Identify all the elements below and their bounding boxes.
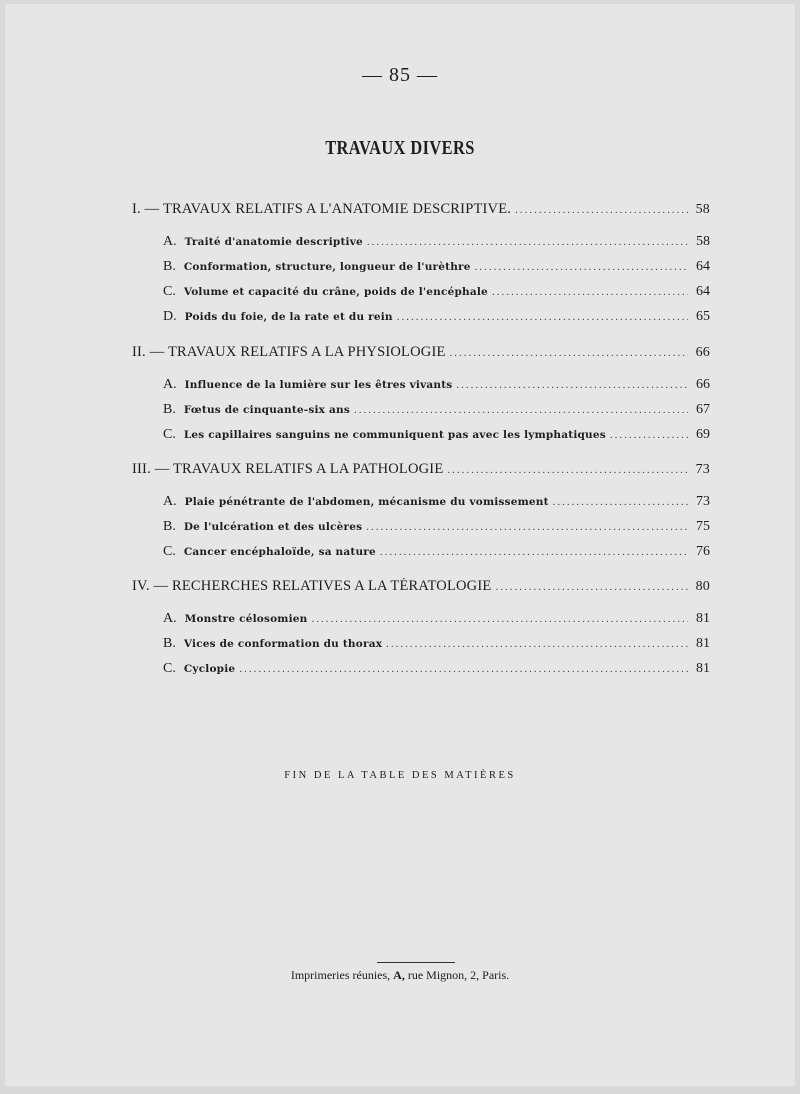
toc-item-marker: A. [163, 377, 177, 392]
toc-page-number: 66 [695, 345, 710, 360]
toc-item [163, 519, 710, 535]
divider-rule [377, 962, 455, 963]
toc-item [163, 377, 710, 393]
dot-leader [447, 464, 688, 476]
toc-item [163, 259, 710, 275]
toc-item-label: Poids du foie, de la rate et du rein [184, 311, 393, 323]
toc-item-marker: B. [163, 636, 176, 651]
toc-page-number: 81 [696, 611, 710, 626]
toc-section-label: II. — TRAVAUX RELATIFS A LA PHYSIOLOGIE [132, 344, 446, 360]
dot-leader [354, 404, 688, 416]
dot-leader [495, 581, 688, 593]
dot-leader [386, 638, 688, 650]
page-number: — 85 — [362, 64, 438, 86]
dot-leader [239, 663, 688, 675]
toc-item-label: Cyclopie [183, 663, 236, 675]
dot-leader [515, 204, 688, 216]
toc-page-number: 69 [696, 427, 710, 442]
toc-item [163, 661, 710, 677]
toc-item [163, 309, 710, 325]
toc-page-number: 64 [696, 284, 710, 299]
toc-item-label: De l'ulcération et des ulcères [183, 521, 363, 533]
dot-leader [380, 546, 688, 558]
toc-page-number: 80 [695, 579, 710, 594]
toc-item [163, 284, 710, 300]
imprint-suffix: rue Mignon, 2, Paris. [407, 968, 510, 982]
toc-item-label: Conformation, structure, longueur de l'urèthre [183, 261, 471, 273]
toc-item-marker: B. [163, 259, 176, 274]
toc-section-1 [132, 201, 710, 218]
toc-item-marker: B. [163, 402, 176, 417]
toc-item [163, 544, 710, 560]
dot-leader [312, 613, 688, 625]
toc-section-label: III. — TRAVAUX RELATIFS A LA PATHOLOGIE [132, 461, 444, 477]
toc-item-label: Traité d'anatomie descriptive [184, 236, 363, 248]
page-title: TRAVAUX DIVERS [325, 137, 475, 159]
document-page [5, 4, 795, 1086]
toc-item-label: Vices de conformation du thorax [183, 638, 383, 650]
toc-item-marker: A. [163, 234, 177, 249]
dot-leader [610, 429, 688, 441]
toc-page-number: 58 [695, 202, 710, 217]
toc-item-marker: A. [163, 611, 177, 626]
toc-item-marker: A. [163, 494, 177, 509]
toc-page-number: 67 [696, 402, 710, 417]
dot-leader [367, 236, 688, 248]
dot-leader [450, 347, 688, 359]
toc-item-label: Cancer encéphaloïde, sa nature [183, 546, 376, 558]
toc-item-marker: C. [163, 544, 176, 559]
toc-item-label: Influence de la lumière sur les êtres vivants [184, 379, 453, 391]
toc-page-number: 76 [696, 544, 710, 559]
toc-page-number: 66 [696, 377, 710, 392]
toc-section-2 [132, 344, 710, 361]
toc-section-label: IV. — RECHERCHES RELATIVES A LA TÉRATOLOGIE [132, 578, 492, 594]
toc-page-number: 81 [696, 661, 710, 676]
toc-section-3 [132, 461, 710, 478]
toc-page-number: 64 [696, 259, 710, 274]
toc-item-marker: C. [163, 284, 176, 299]
toc-page-number: 65 [696, 309, 710, 324]
toc-page-number: 58 [696, 234, 710, 249]
dot-leader [492, 286, 688, 298]
toc-item [163, 636, 710, 652]
printer-imprint [5, 968, 795, 983]
toc-item-label: Monstre célosomien [184, 613, 308, 625]
end-of-contents-note: FIN DE LA TABLE DES MATIÈRES [284, 770, 516, 781]
toc-item [163, 234, 710, 250]
toc-item-label: Plaie pénétrante de l'abdomen, mécanisme du vomissement [184, 496, 549, 508]
dot-leader [475, 261, 688, 273]
toc-page-number: 81 [696, 636, 710, 651]
toc-item-label: Les capillaires sanguins ne communiquent pas avec les lymphatiques [183, 429, 606, 441]
toc-item-marker: B. [163, 519, 176, 534]
toc-page-number: 73 [695, 462, 710, 477]
dot-leader [553, 496, 688, 508]
toc-page-number: 73 [696, 494, 710, 509]
toc-item [163, 611, 710, 627]
toc-item-marker: C. [163, 427, 176, 442]
dot-leader [456, 379, 688, 391]
toc-item [163, 402, 710, 418]
toc-item [163, 494, 710, 510]
imprint-prefix: Imprimeries réunies, [290, 968, 391, 982]
toc-item-label: Fœtus de cinquante-six ans [183, 404, 350, 416]
toc-page-number: 75 [696, 519, 710, 534]
toc-section-4 [132, 578, 710, 595]
dot-leader [397, 311, 688, 323]
toc-item-marker: C. [163, 661, 176, 676]
imprint-initial: A, [393, 968, 405, 982]
toc-item [163, 427, 710, 443]
dot-leader [366, 521, 688, 533]
toc-item-marker: D. [163, 309, 177, 324]
toc-section-label: I. — TRAVAUX RELATIFS A L'ANATOMIE DESCRIPTIVE. [132, 201, 512, 217]
toc-item-label: Volume et capacité du crâne, poids de l'encéphale [183, 286, 488, 298]
